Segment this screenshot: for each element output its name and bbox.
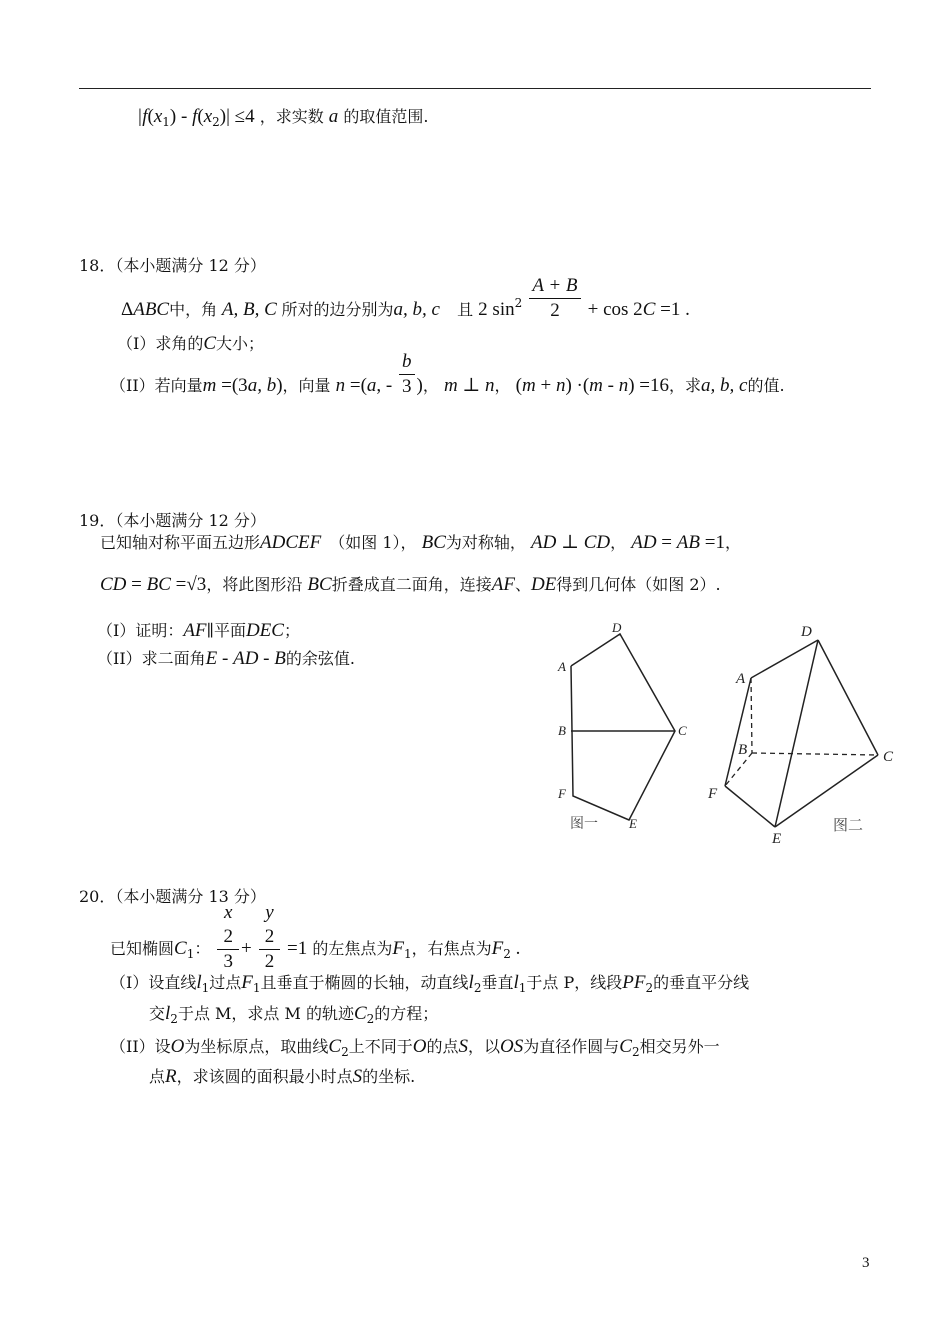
q20-part2: （II）设O为坐标原点，取曲线$C_2$上不同于O的点S，以OS为直径作圆与$C_2$相交另外一 (110, 1036, 720, 1059)
fig2-label-c: C (883, 749, 894, 765)
fig1-label-c: C (678, 723, 687, 738)
fig2-label-e: E (772, 831, 782, 847)
fig1-label-a: A (558, 659, 566, 674)
fig2-caption: 图二 (833, 816, 864, 834)
q18-stem: ΔABC中，角 A, B, C 所对的边分别为a, b, c 且 2 $\sin^2$ $\frac{A + B}{2}$ + cos 2C =1 . (121, 275, 690, 321)
q19-line2: CD = BC =√3，将此图形沿 BC折叠成直二面角，连接AF、DE得到几何体（如图 2）. (100, 574, 721, 595)
page-number: 3 (862, 1255, 870, 1271)
figure-1 (571, 634, 675, 820)
fig1-label-b: B (558, 723, 566, 738)
q18-part1: （I）求角的C大小； (117, 333, 265, 354)
q19-part1: （I）证明：AF∥平面DEC； (97, 620, 300, 641)
q20-part1-line2: 交$l_2$于点 M，求点 M 的轨迹$C_2$的方程； (149, 1003, 439, 1026)
q18-header: 18．（本小题满分 12 分） (79, 256, 266, 275)
top-rule (79, 88, 871, 89)
fig1-label-d: D (612, 620, 622, 635)
q17-tail: $|f(x_1) - f(x_2)| \le 4$ ，求实数 a 的取值范围. (137, 106, 429, 129)
fig2-label-f: F (708, 786, 718, 802)
q19-header: 19．（本小题满分 12 分） (79, 511, 266, 530)
q20-part2-line2: 点R，求该圆的面积最小时点S的坐标. (149, 1066, 416, 1087)
q19-figures (545, 618, 905, 850)
q19-line1: 已知轴对称平面五边形ADCEF （如图 1）， BC为对称轴， AD ⊥ CD， AD = AB =1， (100, 532, 741, 553)
q19-part2: （II）求二面角E - AD - B的余弦值. (97, 648, 355, 669)
fig2-label-d: D (801, 624, 812, 640)
q20-header: 20．（本小题满分 13 分） (79, 887, 266, 906)
figure-2 (725, 640, 878, 827)
q20-line1: 已知椭圆$C_1$： x 2 3 + y 2 2 =1 的左焦点为$F_1$，右焦点为$F_2$ . (110, 902, 521, 972)
fig1-label-f: F (558, 786, 566, 801)
q20-part1: （I）设直线$l_1$过点$F_1$且垂直于椭圆的长轴，动直线$l_2$垂直$l_1$于点 P，线段$PF_2$的垂直平分线 (110, 972, 750, 995)
fig1-caption: 图一 (570, 816, 598, 832)
fig2-label-a: A (736, 671, 746, 687)
q18-part2: （II）若向量m =(3a, b)，向量 n =(a, - $\frac{b}{3}$ )， m ⊥ n， (m + n) ·(m - n) =16，求a, b, c的值. (110, 351, 785, 397)
fig2-label-b: B (738, 742, 748, 758)
fig1-label-e: E (629, 816, 637, 831)
